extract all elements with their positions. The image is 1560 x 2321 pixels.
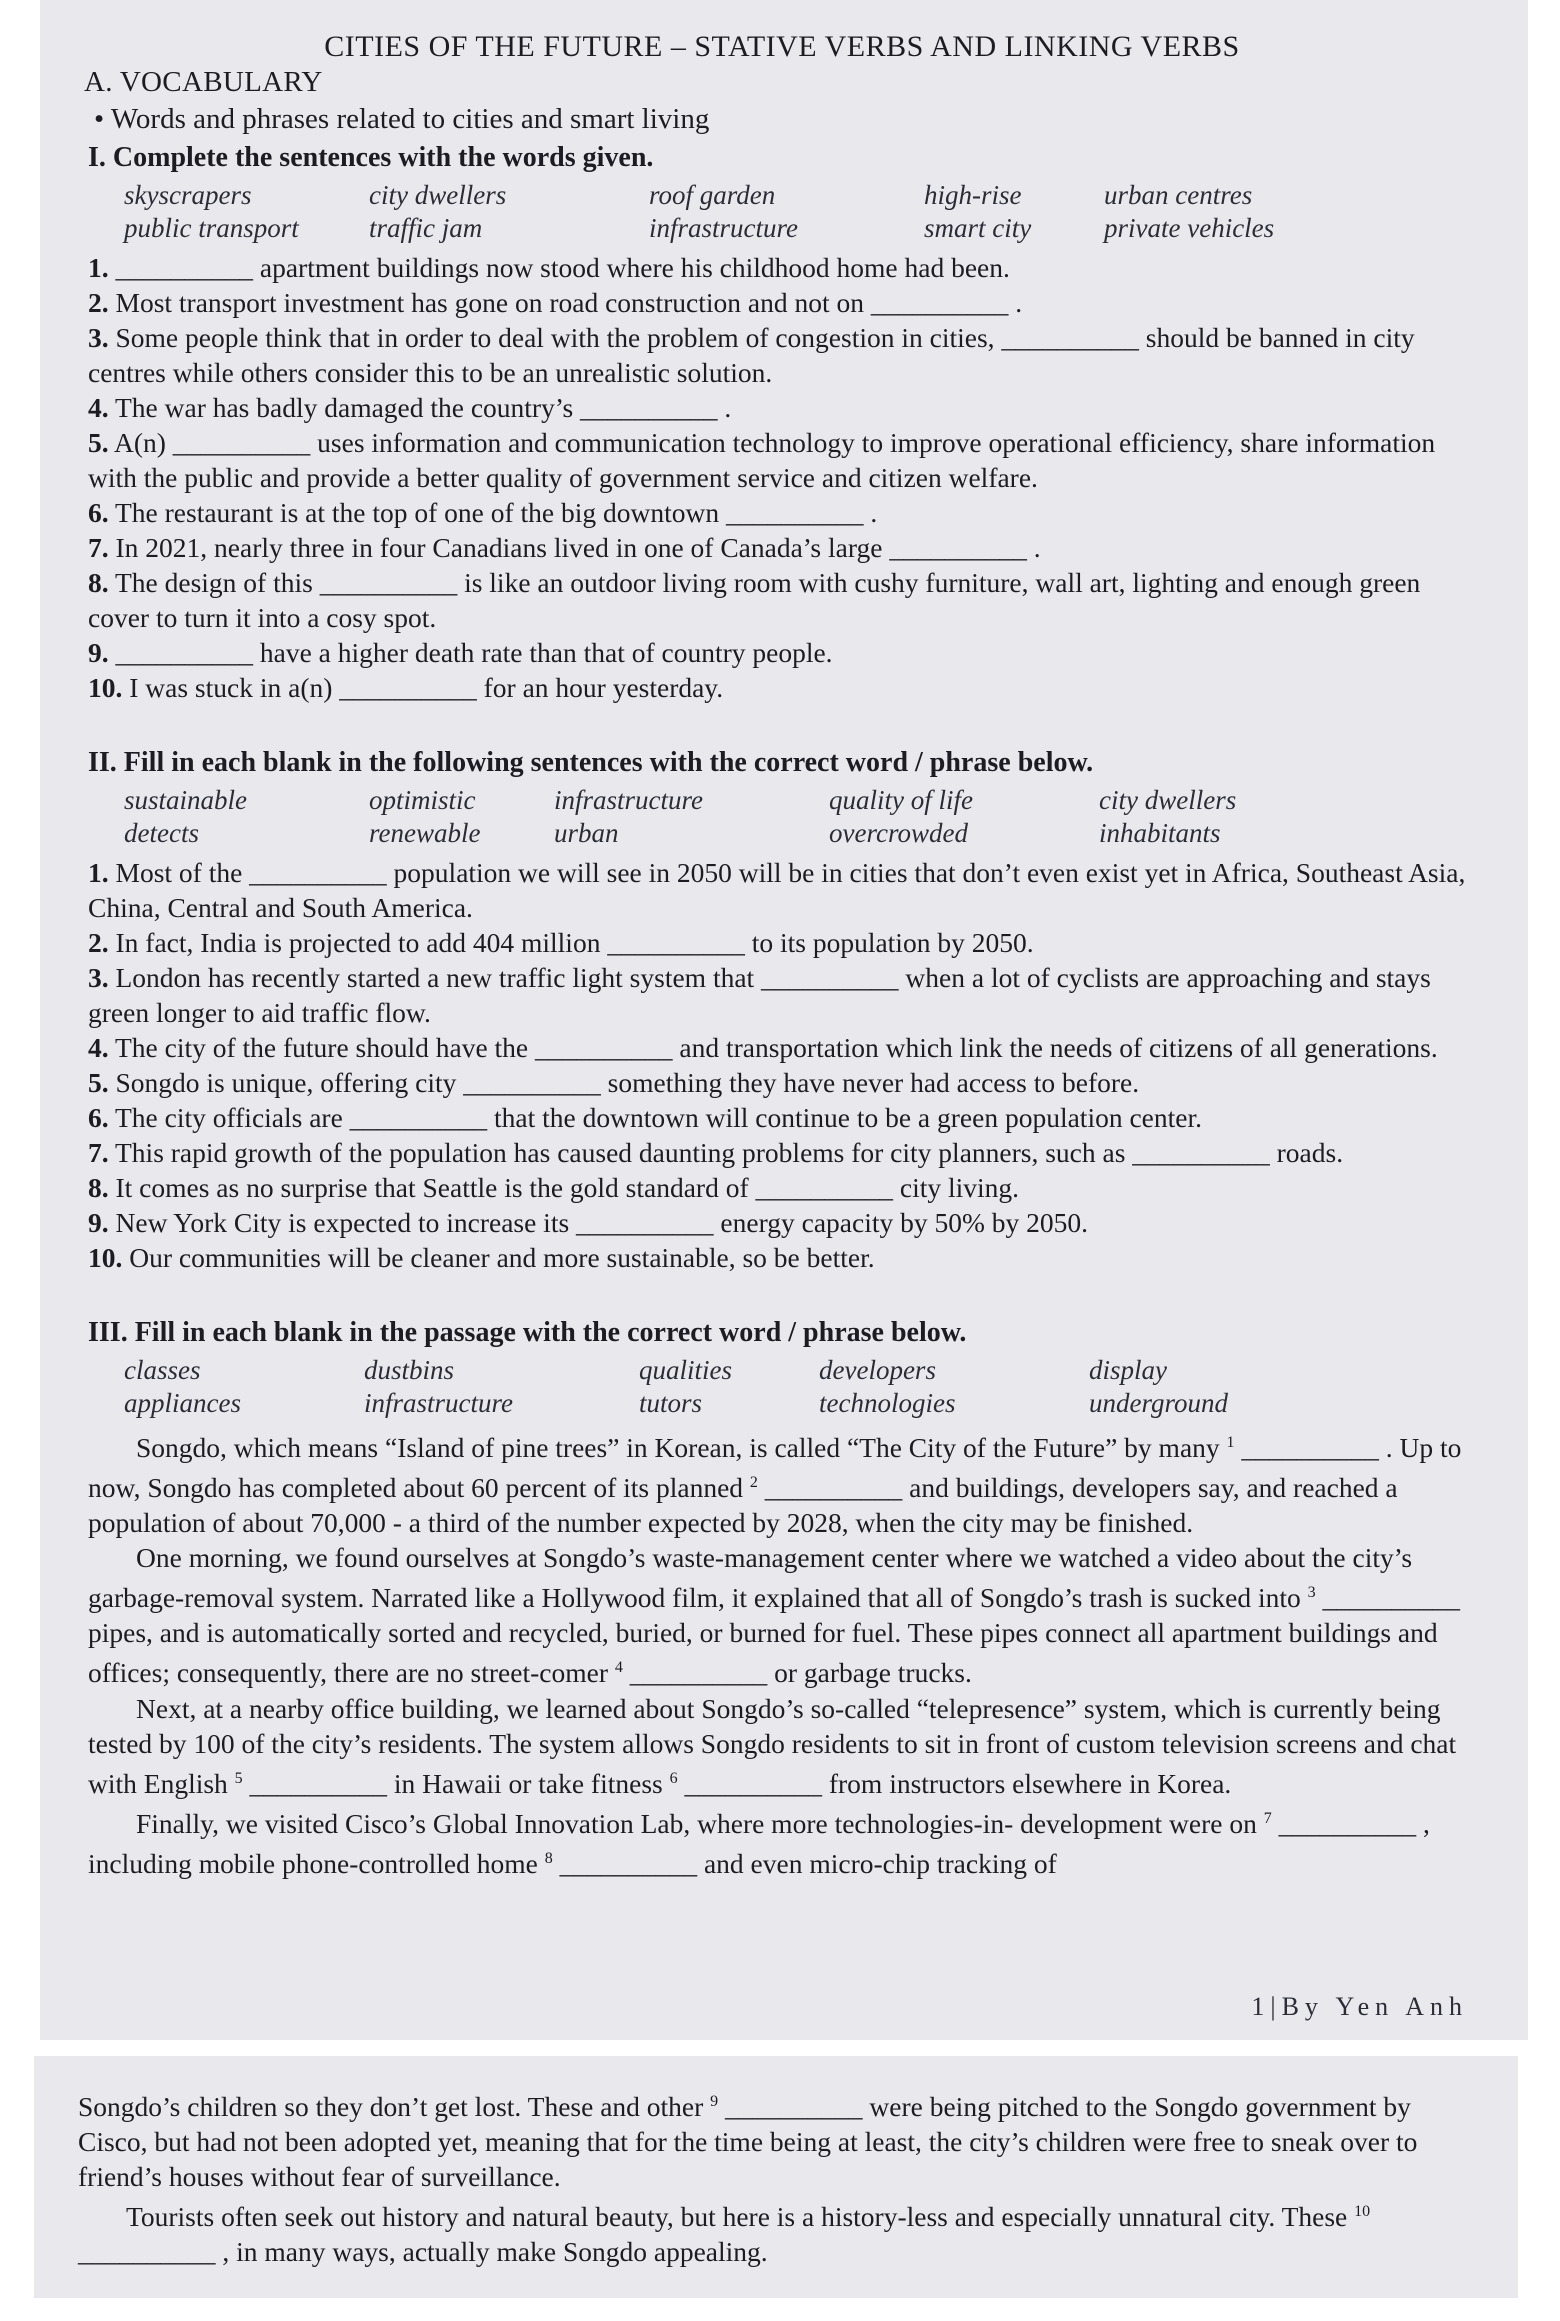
question-item — [88, 530, 1480, 565]
question-item — [88, 320, 1480, 390]
word-bank-item: underground — [1089, 1388, 1228, 1418]
word-bank-item: high-rise — [924, 180, 1022, 210]
exercise-1-word-bank — [84, 180, 1480, 244]
passage-paragraph-3: Next, at a nearby office building, we learned about Songdo’s so-called “telepresence” system, which is currently being tested by 100 of the city’s residents. The system allows Songdo residents to sit in front of custom television screens and chat with English $^5$ __________ in Hawaii or take fitness $^6$ __________ from instructors elsewhere in Korea. — [88, 1692, 1457, 1799]
exercise-2-items — [84, 855, 1480, 1275]
question-text: London has recently started a new traffic light system that __________ when a lot of cyclists are approaching and stays green longer to aid traffic flow. — [88, 962, 1431, 1028]
question-item — [88, 425, 1480, 495]
question-text: The restaurant is at the top of one of the big downtown __________ . — [108, 497, 878, 528]
question-number: 6. — [88, 1102, 109, 1133]
question-text: In 2021, nearly three in four Canadians lived in one of Canada’s large __________ . — [108, 532, 1041, 563]
question-number: 7. — [88, 1137, 109, 1168]
exercise-2-heading: II. Fill in each blank in the following sentences with the correct word / phrase below. — [88, 747, 1094, 778]
question-item — [88, 495, 1480, 530]
page-footer: 1|By Yen Anh — [1251, 1992, 1468, 2021]
question-text: __________ apartment buildings now stood where his childhood home had been. — [108, 252, 1010, 283]
word-bank-item: appliances — [124, 1388, 241, 1418]
question-number: 1. — [88, 252, 109, 283]
word-bank-item: urban centres — [1104, 180, 1253, 210]
question-number: 9. — [88, 637, 109, 668]
word-bank-item: display — [1089, 1355, 1167, 1385]
word-bank-item: tutors — [639, 1388, 703, 1418]
word-bank-item: classes — [124, 1355, 201, 1385]
question-number: 4. — [88, 1032, 109, 1063]
word-bank-item: technologies — [819, 1388, 956, 1418]
word-bank-item: inhabitants — [1099, 818, 1221, 848]
exercise-3-word-bank — [84, 1355, 1480, 1419]
passage-paragraph-2: One morning, we found ourselves at Songdo’s waste-management center where we watched a video about the city’s garbage-removal system. Narrated like a Hollywood film, it explained that all of Songdo’s trash is sucked into $^3$ __________ pipes, and is automatically sorted and recycled, buried, or burned for fuel. These pipes connect all apartment buildings and offices; consequently, there are no street-comer $^4$ __________ or garbage trucks. — [88, 1542, 1461, 1689]
exercise-2-word-bank — [84, 785, 1480, 849]
question-item — [88, 925, 1480, 960]
question-text: It comes as no surprise that Seattle is the gold standard of __________ city living. — [108, 1172, 1020, 1203]
question-number: 3. — [88, 962, 109, 993]
question-item — [88, 635, 1480, 670]
question-item — [88, 960, 1480, 1030]
word-bank-item: renewable — [369, 818, 481, 848]
word-bank-item: sustainable — [124, 785, 248, 815]
worksheet-page-2 — [34, 2056, 1518, 2298]
question-text: The city of the future should have the __________ and transportation which link the needs of citizens of all generations. — [108, 1032, 1438, 1063]
word-bank-item: urban — [554, 818, 619, 848]
question-number: 8. — [88, 1172, 109, 1203]
passage-paragraph-5: Songdo’s children so they don’t get lost. These and other $^9$ __________ were being pitched to the Songdo government by Cisco, but had not been adopted yet, meaning that for the time being at least, the city’s children were free to sneak over to friend’s houses without fear of surveillance. — [78, 2091, 1418, 2193]
question-item — [88, 285, 1480, 320]
word-bank-item: overcrowded — [829, 818, 968, 848]
question-item — [88, 1135, 1480, 1170]
question-text: In fact, India is projected to add 404 million __________ to its population by 2050. — [108, 927, 1034, 958]
question-number: 3. — [88, 322, 109, 353]
word-bank-item: roof garden — [649, 180, 776, 210]
question-text: This rapid growth of the population has caused daunting problems for city planners, such as __________ roads. — [108, 1137, 1344, 1168]
question-item — [88, 1170, 1480, 1205]
question-item — [88, 1205, 1480, 1240]
question-text: The war has badly damaged the country’s __________ . — [108, 392, 732, 423]
worksheet-title: CITIES OF THE FUTURE – STATIVE VERBS AND LINKING VERBS — [324, 30, 1240, 63]
word-bank-item: qualities — [639, 1355, 732, 1385]
question-text: The design of this __________ is like an outdoor living room with cushy furniture, wall art, lighting and enough green cover to turn it into a cosy spot. — [88, 567, 1421, 633]
question-item — [88, 565, 1480, 635]
question-item — [88, 1100, 1480, 1135]
worksheet-page-1 — [40, 0, 1528, 2040]
question-text: Some people think that in order to deal with the problem of congestion in cities, __________ should be banned in city centres while others consider this to be an unrealistic solution. — [88, 322, 1415, 388]
question-number: 1. — [88, 857, 109, 888]
word-bank-item: private vehicles — [1104, 213, 1275, 243]
passage-paragraph-1: Songdo, which means “Island of pine trees” in Korean, is called “The City of the Future” by many $^1$ __________ . Up to now, Songdo has completed about 60 percent of its planned $^2$ __________ and buildings, developers say, and reached a population of about 70,000 - a third of the number expected by 2028, when the city may be finished. — [88, 1432, 1462, 1539]
question-text: New York City is expected to increase its __________ energy capacity by 50% by 2050. — [108, 1207, 1089, 1238]
question-text: A(n) __________ uses information and communication technology to improve operational efficiency, share information with the public and provide a better quality of government service and citizen welfare. — [88, 427, 1436, 493]
question-text: Our communities will be cleaner and more sustainable, so be better. — [122, 1242, 875, 1273]
word-bank-item: detects — [124, 818, 199, 848]
word-bank-item: public transport — [124, 213, 299, 243]
word-bank-item: traffic jam — [369, 213, 483, 243]
passage-paragraph-6: Tourists often seek out history and natural beauty, but here is a history-less and especially unnatural city. These $^{10}$ __________ , in many ways, actually make Songdo appealing. — [78, 2201, 1371, 2268]
exercise-1-heading: I. Complete the sentences with the words given. — [88, 142, 654, 173]
question-item — [88, 390, 1480, 425]
question-number: 6. — [88, 497, 109, 528]
word-bank-item: dustbins — [364, 1355, 455, 1385]
word-bank-item: quality of life — [829, 785, 973, 815]
question-item — [88, 855, 1480, 925]
word-bank-item: skyscrapers — [124, 180, 252, 210]
question-number: 7. — [88, 532, 109, 563]
question-number: 8. — [88, 567, 109, 598]
question-item — [88, 1030, 1480, 1065]
question-number: 10. — [88, 1242, 123, 1273]
question-item — [88, 1240, 1480, 1275]
question-text: __________ have a higher death rate than that of country people. — [108, 637, 833, 668]
question-text: Songdo is unique, offering city __________ something they have never had access to before. — [108, 1067, 1140, 1098]
question-number: 10. — [88, 672, 123, 703]
question-item — [88, 1065, 1480, 1100]
question-number: 2. — [88, 927, 109, 958]
passage-paragraph-4: Finally, we visited Cisco’s Global Innovation Lab, where more technologies-in- development were on $^7$ __________ , including mobile phone-controlled home $^8$ __________ and even micro-chip tracking of — [88, 1807, 1430, 1880]
question-text: Most of the __________ population we will see in 2050 will be in cities that don’t even exist yet in Africa, Southeast Asia, China, Central and South America. — [88, 857, 1466, 923]
question-number: 9. — [88, 1207, 109, 1238]
exercise-1-items — [84, 250, 1480, 705]
exercise-3-heading: III. Fill in each blank in the passage with the correct word / phrase below. — [88, 1317, 967, 1348]
section-a-heading: A. VOCABULARY — [84, 66, 323, 98]
question-text: I was stuck in a(n) __________ for an hour yesterday. — [122, 672, 724, 703]
word-bank-item: infrastructure — [554, 785, 704, 815]
question-number: 5. — [88, 427, 109, 458]
question-item — [88, 670, 1480, 705]
word-bank-item: infrastructure — [364, 1388, 514, 1418]
word-bank-item: city dwellers — [1099, 785, 1237, 815]
question-text: Most transport investment has gone on road construction and not on __________ . — [108, 287, 1023, 318]
question-text: The city officials are __________ that the downtown will continue to be a green population center. — [108, 1102, 1202, 1133]
word-bank-item: optimistic — [369, 785, 476, 815]
question-number: 4. — [88, 392, 109, 423]
question-number: 5. — [88, 1067, 109, 1098]
topic-bullet: • Words and phrases related to cities and smart living — [94, 103, 710, 135]
question-number: 2. — [88, 287, 109, 318]
word-bank-item: city dwellers — [369, 180, 507, 210]
word-bank-item: infrastructure — [649, 213, 799, 243]
word-bank-item: developers — [819, 1355, 936, 1385]
question-item — [88, 250, 1480, 285]
word-bank-item: smart city — [924, 213, 1032, 243]
